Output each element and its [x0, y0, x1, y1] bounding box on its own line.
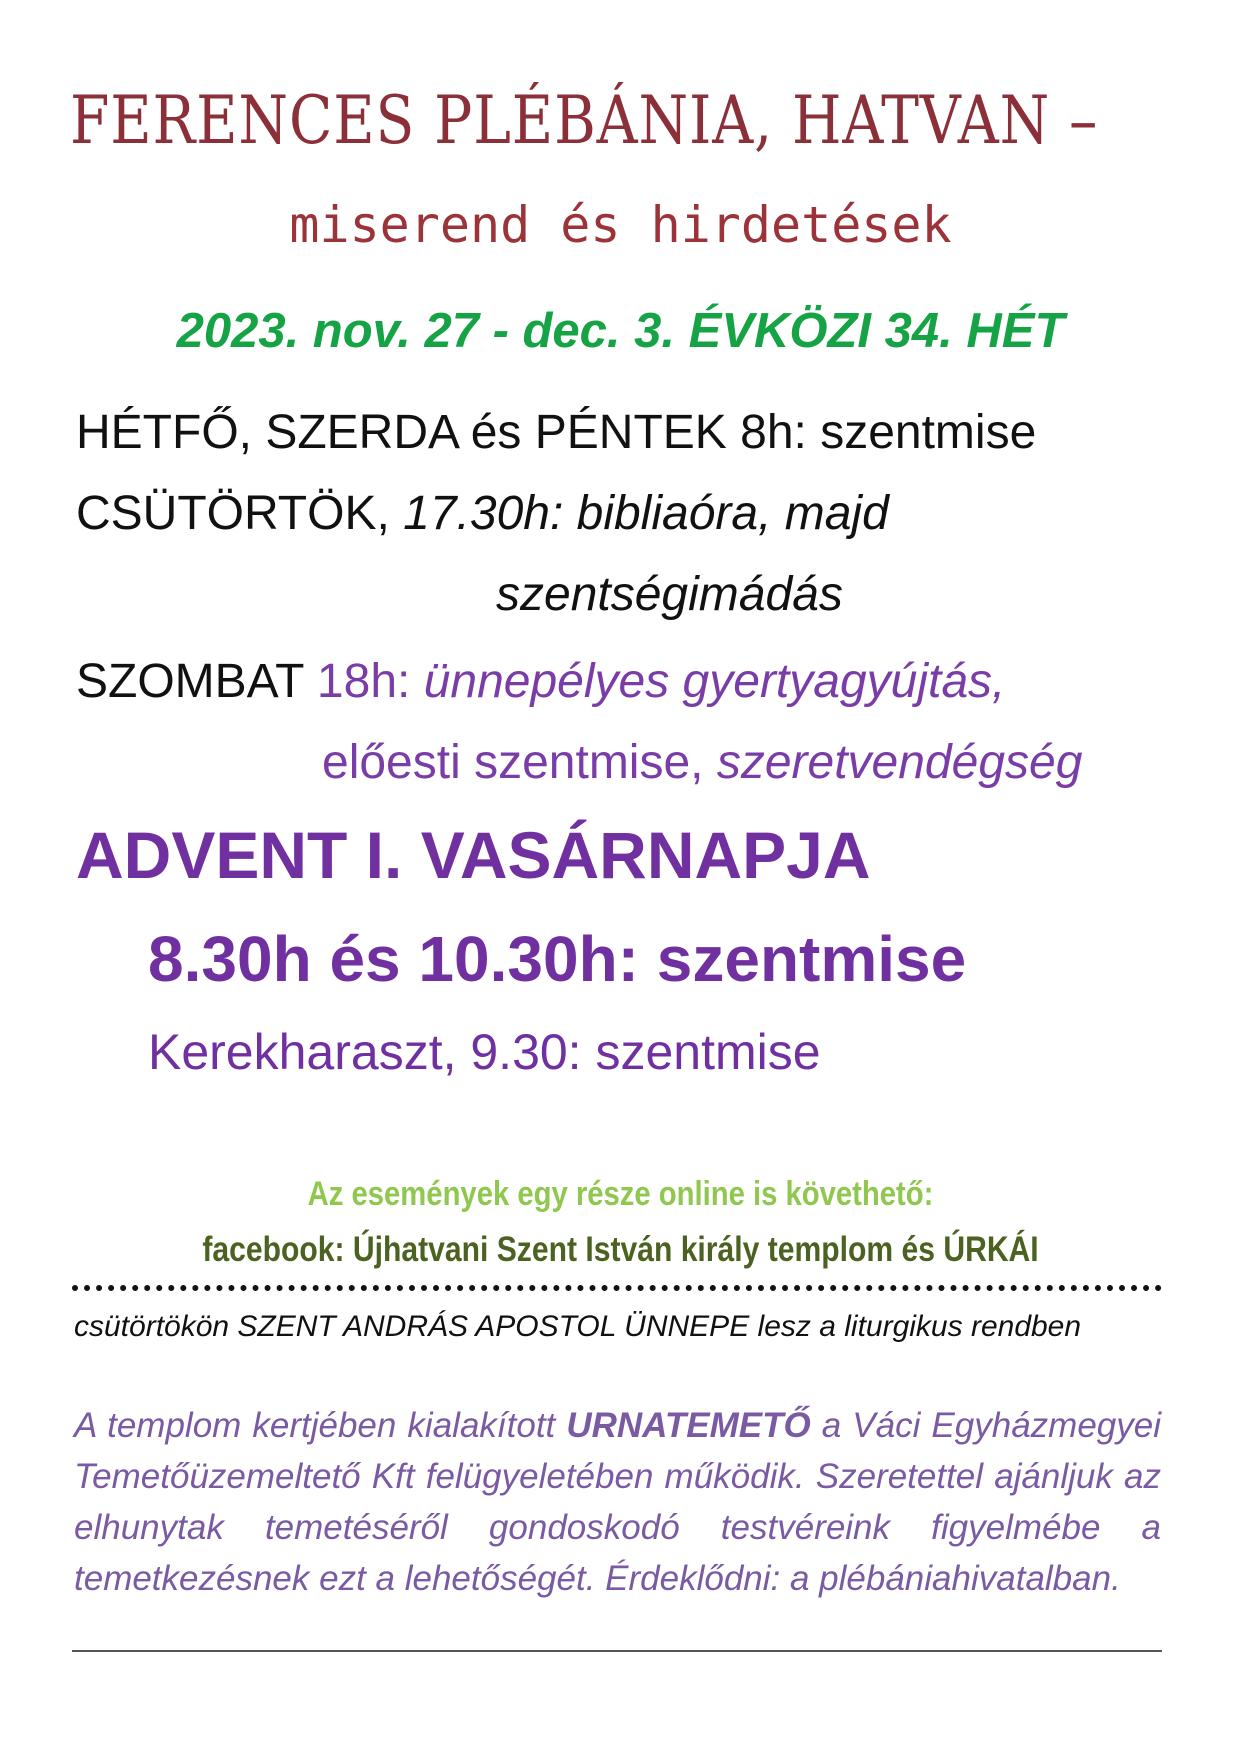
bottom-rule: [72, 1650, 1162, 1652]
week-heading: 2023. nov. 27 - dec. 3. ÉVKÖZI 34. HÉT: [176, 304, 1065, 358]
schedule-weekday-line: HÉTFŐ, SZERDA és PÉNTEK 8h: szentmise: [76, 406, 1037, 459]
saturday-event: ünnepélyes gyertyagyújtás,: [423, 655, 1006, 708]
page-title: FERENCES PLÉBÁNIA, HATVAN –: [70, 82, 1099, 159]
liturgy-note: csütörtökön SZENT ANDRÁS APOSTOL ÜNNEPE lesz a liturgikus rendben: [74, 1310, 1082, 1343]
kerekharaszt-mass: Kerekharaszt, 9.30: szentmise: [148, 1024, 821, 1080]
urn-text-start: A templom kertjében kialakított: [74, 1406, 567, 1445]
urn-text-rest: a Váci Egyházmegyei Temetőüzemeltető Kft felügyeletében működik. Szeretettel ajánljuk az elhunytak temetéséről gondoskodó testvéreink figyelmébe a temetkezésnek ezt a lehetőségét. Érdeklődni: a plébániahivatalban.: [74, 1406, 1161, 1598]
urn-keyword: URNATEMETŐ: [566, 1406, 811, 1445]
facebook-info: facebook: Újhatvani Szent István király templom és ÚRKÁI: [202, 1230, 1039, 1269]
dotted-divider: [72, 1285, 1162, 1291]
saturday-day: SZOMBAT: [76, 655, 317, 708]
sunday-masses: 8.30h és 10.30h: szentmise: [148, 923, 967, 995]
saturday-agape: szeretvendégség: [716, 736, 1083, 789]
online-note: Az események egy része online is követhető:: [307, 1175, 934, 1213]
schedule-saturday-continuation: [322, 735, 1082, 790]
thursday-day: CSÜTÖRTÖK,: [76, 487, 404, 540]
schedule-thursday-continuation: szentségimádás: [496, 568, 843, 621]
urn-cemetery-notice: [74, 1400, 1161, 1604]
page-subtitle: miserend és hirdetések: [289, 196, 952, 254]
schedule-saturday-line: [76, 654, 1005, 709]
advent-heading: ADVENT I. VASÁRNAPJA: [76, 818, 871, 892]
saturday-mass: előesti szentmise,: [322, 736, 717, 789]
thursday-event: 17.30h: bibliaóra, majd: [403, 487, 889, 540]
schedule-thursday-line: [76, 486, 889, 541]
saturday-time: 18h:: [316, 655, 424, 708]
